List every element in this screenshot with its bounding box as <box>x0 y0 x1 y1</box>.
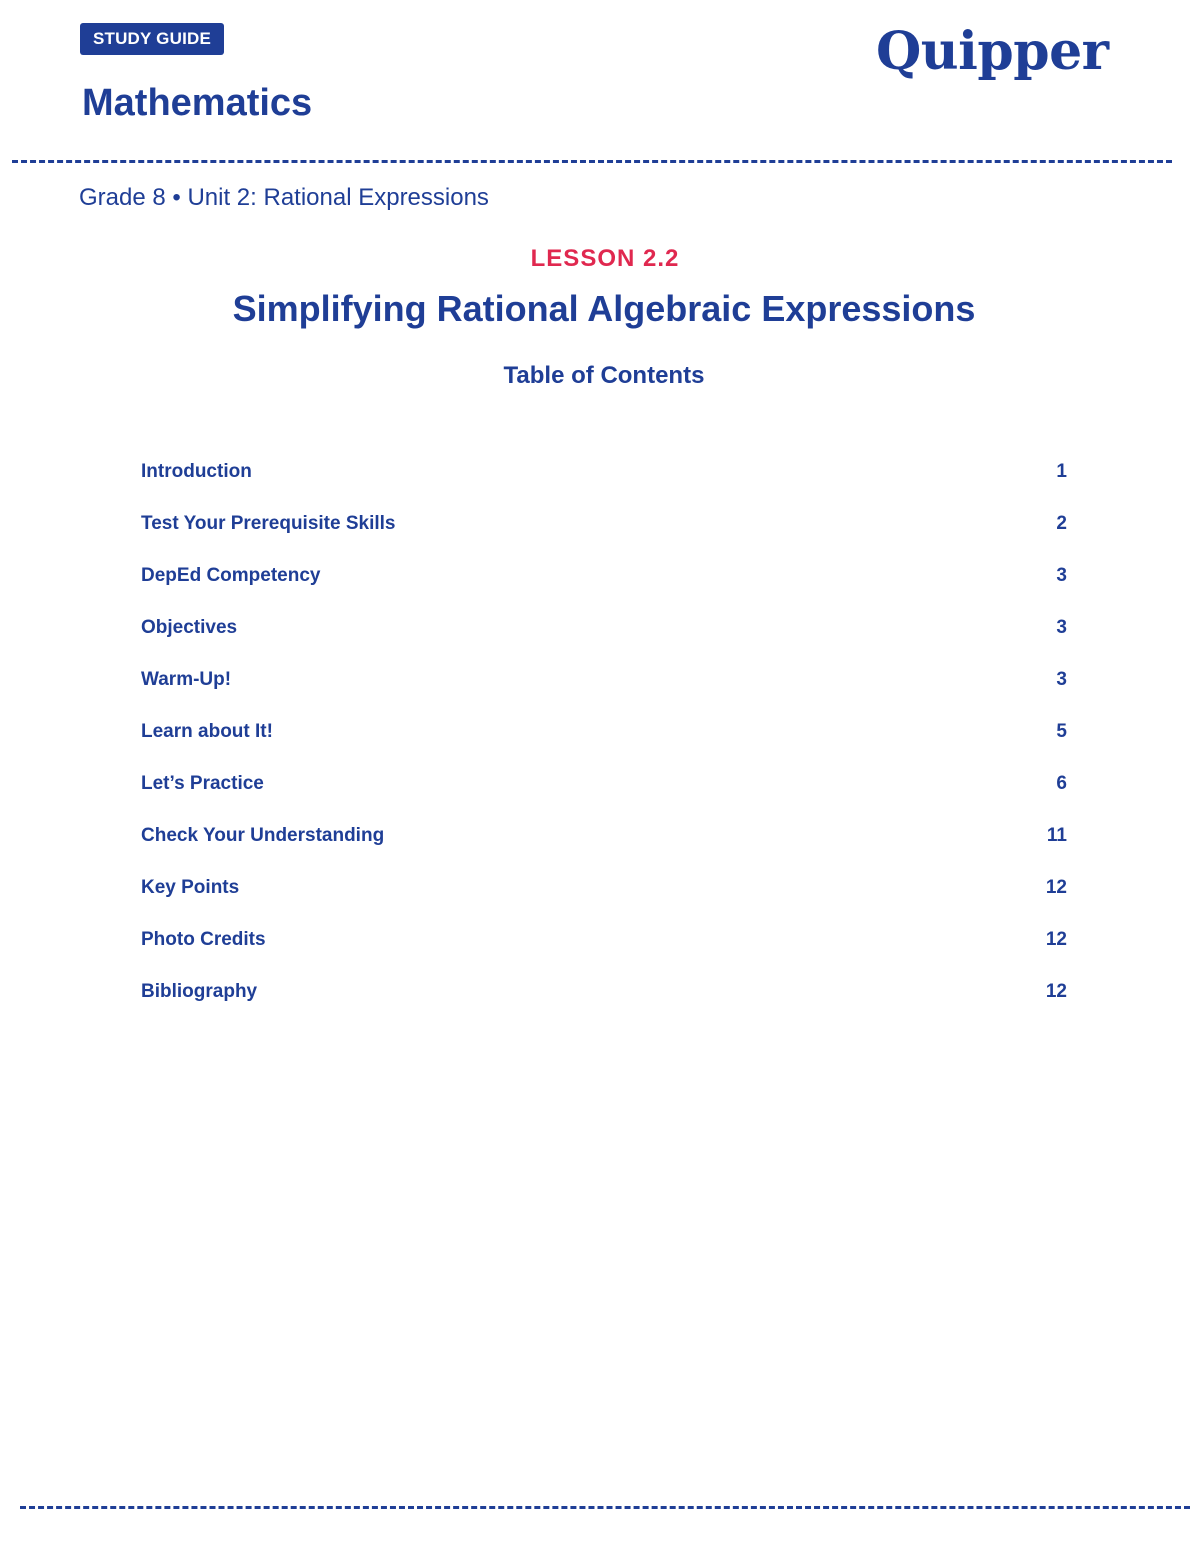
toc-entry[interactable] <box>141 667 1067 719</box>
top-dashed-divider <box>12 160 1172 163</box>
grade-unit-label: Grade 8 • Unit 2: Rational Expressions <box>79 184 489 211</box>
toc-entry[interactable] <box>141 563 1067 615</box>
lesson-number: LESSON 2.2 <box>530 245 680 272</box>
toc-entry-title: Key Points <box>141 877 240 898</box>
subject-title: Mathematics <box>82 82 313 124</box>
toc-entry-page: 11 <box>1046 825 1067 846</box>
toc-entry-page: 12 <box>1045 981 1067 1002</box>
toc-entry[interactable] <box>141 771 1067 823</box>
toc-entry-page: 3 <box>1056 565 1067 586</box>
toc-entry-page: 2 <box>1056 513 1067 534</box>
toc-heading: Table of Contents <box>503 362 705 389</box>
toc-entry[interactable] <box>141 719 1067 771</box>
toc-entry-page: 3 <box>1056 669 1067 690</box>
toc-entry-title: Bibliography <box>141 981 258 1002</box>
bottom-dashed-divider <box>20 1506 1190 1509</box>
quipper-logo: Quipper <box>876 21 1109 82</box>
toc-entry[interactable] <box>141 875 1067 927</box>
toc-entry[interactable] <box>141 459 1067 511</box>
toc-entry-title: Let’s Practice <box>141 773 264 794</box>
toc-entry-title: Check Your Understanding <box>141 825 385 846</box>
toc-entry[interactable] <box>141 979 1067 1031</box>
toc-entry-page: 1 <box>1056 461 1067 482</box>
lesson-title: Simplifying Rational Algebraic Expressions <box>232 288 976 329</box>
table-of-contents <box>141 459 1067 1031</box>
toc-entry[interactable] <box>141 615 1067 667</box>
toc-entry[interactable] <box>141 511 1067 563</box>
toc-entry-page: 12 <box>1045 929 1067 950</box>
toc-entry-title: Objectives <box>141 617 238 638</box>
toc-entry-title: Test Your Prerequisite Skills <box>141 513 396 534</box>
toc-entry[interactable] <box>141 927 1067 979</box>
toc-entry-title: Warm-Up! <box>141 669 232 690</box>
toc-entry[interactable] <box>141 823 1067 875</box>
toc-entry-page: 12 <box>1045 877 1067 898</box>
toc-entry-title: Photo Credits <box>141 929 266 950</box>
toc-entry-page: 6 <box>1056 773 1067 794</box>
toc-entry-title: Learn about It! <box>141 721 273 742</box>
toc-entry-page: 3 <box>1056 617 1067 638</box>
toc-entry-title: Introduction <box>141 461 252 482</box>
toc-entry-page: 5 <box>1056 721 1067 742</box>
study-guide-badge: STUDY GUIDE <box>80 23 224 55</box>
toc-entry-title: DepEd Competency <box>141 565 321 586</box>
